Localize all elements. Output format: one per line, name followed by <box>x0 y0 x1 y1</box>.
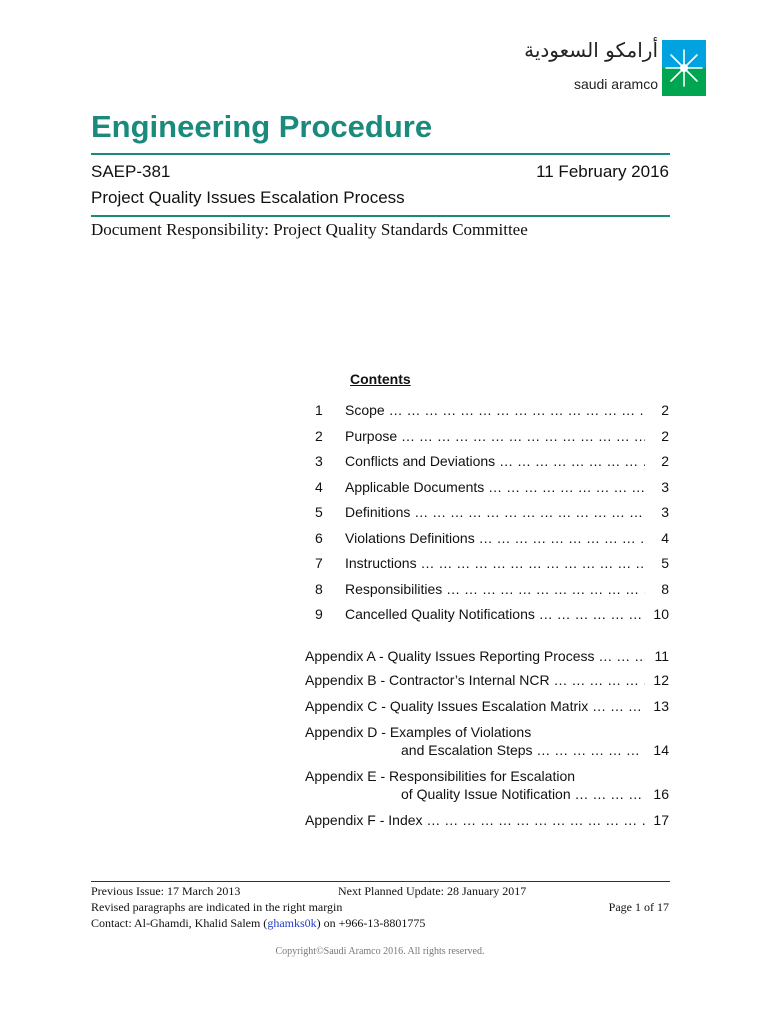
header-rule-bottom <box>91 215 670 217</box>
appendix-title: Appendix D - Examples of Violations <box>305 724 532 740</box>
next-planned-update: Next Planned Update: 28 January 2017 <box>338 884 527 898</box>
page-number: Page 1 of 17 <box>608 900 669 914</box>
toc-entry-cancelled-notifications[interactable] <box>305 606 669 626</box>
appendix-title-continued: of Quality Issue Notification … … … … … … … … … … … … … … … … … … … … … … … … … … … … … … … … … … … … <box>401 786 645 802</box>
company-logo <box>524 38 688 98</box>
toc-entry-applicable-documents[interactable] <box>305 479 669 499</box>
toc-entry-definitions[interactable] <box>305 504 669 524</box>
toc-number: 3 <box>315 453 323 469</box>
appendix-page: 11 <box>654 648 669 664</box>
revised-paragraphs-note: Revised paragraphs are indicated in the right margin <box>91 900 343 914</box>
toc-page: 2 <box>661 427 669 444</box>
toc-page: 4 <box>661 529 669 546</box>
toc-entry-purpose[interactable] <box>305 428 669 448</box>
appendix-entry-f[interactable] <box>305 812 669 832</box>
appendix-title: Appendix C - Quality Issues Escalation Matrix … … … … … … … … … … … … … … … … … … … … … … … … … … … … … … … … … … … … <box>305 698 645 714</box>
toc-entry-conflicts[interactable] <box>305 453 669 473</box>
toc-number: 4 <box>315 478 323 495</box>
toc-page: 10 <box>653 606 669 622</box>
toc-page: 3 <box>661 504 669 520</box>
footer-rule <box>91 881 670 882</box>
toc-title: Violations Definitions … … … … … … … … … … … … … … … … … … … … … … … … … … … … … … … … … … … … <box>345 530 645 546</box>
document-type-heading: Engineering Procedure <box>91 109 433 144</box>
appendix-title: Appendix F - Index … … … … … … … … … … … … … … … … … … … … … … … … … … … … … … … … … … … … <box>305 812 645 828</box>
toc-title: Responsibilities … … … … … … … … … … … … … … … … … … … … … … … … … … … … … … … … … … … … <box>345 581 645 597</box>
appendix-title-continued: and Escalation Steps … … … … … … … … … … … … … … … … … … … … … … … … … … … … … … … … … … … … <box>401 742 645 758</box>
aramco-star-icon <box>662 40 706 96</box>
toc-number: 9 <box>315 606 323 622</box>
appendix-title: Appendix B - Contractor’s Internal NCR … … … … … … … … … … … … … … … … … … … … … … … … … … … … … … … … … … … … <box>305 672 645 688</box>
copyright-notice: Copyright©Saudi Aramco 2016. All rights reserved. <box>275 946 485 957</box>
appendix-entry-d[interactable] <box>305 724 669 762</box>
appendix-entry-b[interactable] <box>305 672 669 692</box>
logo-arabic-text: أرامكو السعودية <box>524 38 658 62</box>
toc-page: 8 <box>661 580 669 597</box>
header-rule-top <box>91 153 670 155</box>
document-id: SAEP-381 <box>91 162 171 181</box>
appendix-page: 13 <box>653 698 669 714</box>
appendix-page: 16 <box>653 786 669 802</box>
appendix-page: 17 <box>653 812 669 828</box>
toc-entry-scope[interactable] <box>305 402 669 422</box>
appendix-title: Appendix E - Responsibilities for Escalation <box>305 768 576 784</box>
toc-number: 6 <box>315 529 323 546</box>
appendix-page: 14 <box>653 742 669 758</box>
logo-latin-text: saudi aramco <box>573 76 658 92</box>
toc-number: 5 <box>315 504 323 520</box>
contact-suffix: ) on +966-13-8801775 <box>316 916 426 930</box>
toc-title: Conflicts and Deviations … … … … … … … … … … … … … … … … … … … … … … … … … … … … … … … … … … … … <box>345 453 645 469</box>
toc-page: 2 <box>661 453 669 469</box>
toc-title: Instructions … … … … … … … … … … … … … … … … … … … … … … … … … … … … … … … … … … … … <box>345 555 645 571</box>
toc-entry-violations-definitions[interactable] <box>305 530 669 550</box>
toc-title: Definitions … … … … … … … … … … … … … … … … … … … … … … … … … … … … … … … … … … … … <box>345 504 645 520</box>
appendix-entry-c[interactable] <box>305 698 669 718</box>
document-responsibility: Document Responsibility: Project Quality Standards Committee <box>91 220 528 239</box>
toc-title: Purpose … … … … … … … … … … … … … … … … … … … … … … … … … … … … … … … … … … … … <box>345 428 645 444</box>
appendix-entry-a[interactable] <box>305 648 669 668</box>
appendix-title: Appendix A - Quality Issues Reporting Process … … … … … … … … … … … … … … … … … … … … … … … … … … … … … … … … … … … … <box>305 648 645 664</box>
toc-number: 7 <box>315 555 323 571</box>
appendix-page: 12 <box>653 672 669 688</box>
document-title: Project Quality Issues Escalation Process <box>91 188 405 207</box>
previous-issue: Previous Issue: 17 March 2013 <box>91 884 241 898</box>
toc-page: 5 <box>661 555 669 571</box>
toc-page: 2 <box>661 402 669 418</box>
contact-line <box>91 916 425 931</box>
toc-title: Cancelled Quality Notifications … … … … … … … … … … … … … … … … … … … … … … … … … … … … … … … … … … … … <box>345 606 645 622</box>
contents-heading: Contents <box>350 371 411 387</box>
contact-prefix: Contact: Al-Ghamdi, Khalid Salem ( <box>91 916 268 930</box>
toc-entry-responsibilities[interactable] <box>305 581 669 601</box>
document-date: 11 February 2016 <box>536 162 669 181</box>
contact-id-link[interactable]: ghamks0k <box>267 916 317 930</box>
toc-page: 3 <box>661 478 669 495</box>
toc-number: 8 <box>315 580 323 597</box>
toc-title: Scope … … … … … … … … … … … … … … … … … … … … … … … … … … … … … … … … … … … … <box>345 402 645 418</box>
toc-title: Applicable Documents … … … … … … … … … … … … … … … … … … … … … … … … … … … … … … … … … … … … <box>345 479 645 495</box>
appendix-entry-e[interactable] <box>305 768 669 806</box>
toc-number: 2 <box>315 427 323 444</box>
toc-number: 1 <box>315 402 323 418</box>
toc-entry-instructions[interactable] <box>305 555 669 575</box>
